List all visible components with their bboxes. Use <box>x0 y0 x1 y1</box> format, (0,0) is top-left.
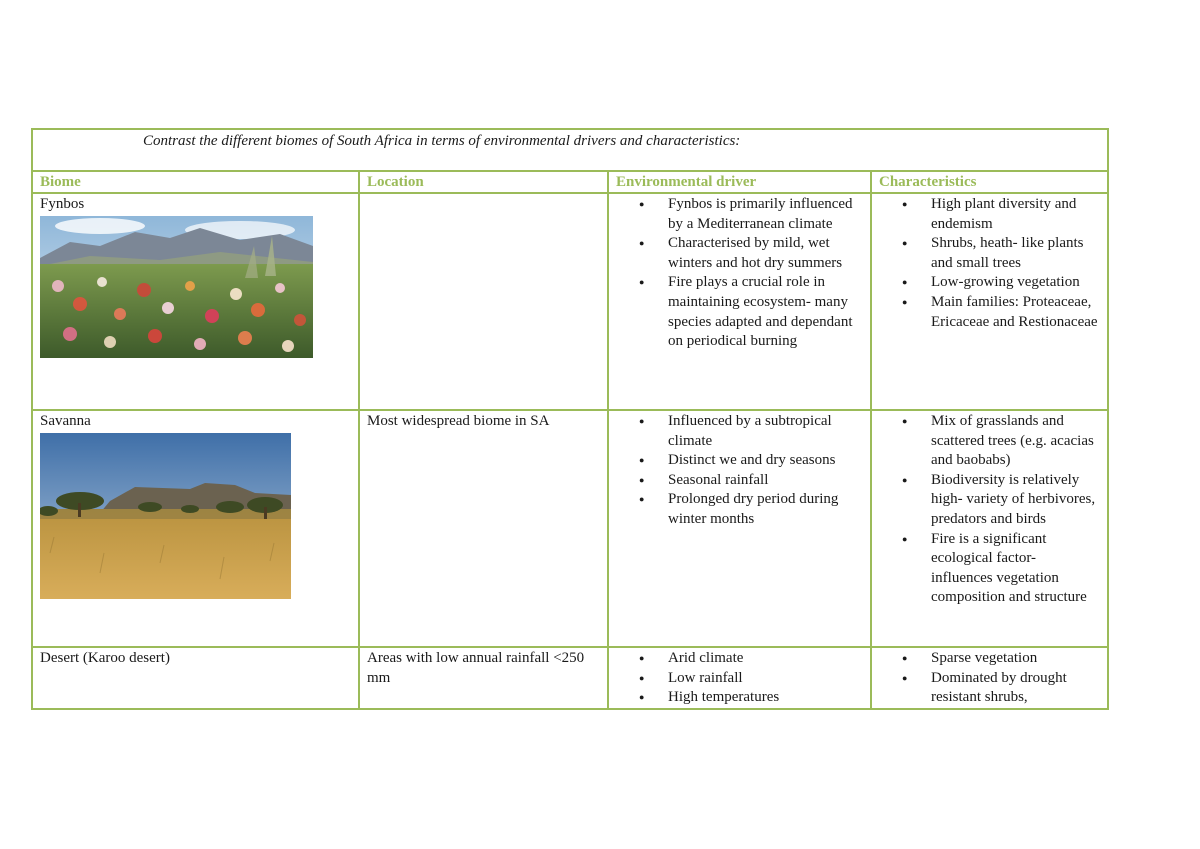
location-cell: Areas with low annual rainfall <250 mm <box>359 647 608 709</box>
driver-list <box>616 649 863 708</box>
list-item: ● Fynbos is primarily influenced by a Mediterranean climate <box>668 195 863 234</box>
driver-list <box>616 195 863 352</box>
header-biome: Biome <box>32 171 359 193</box>
list-item: ● Prolonged dry period during winter months <box>668 490 863 529</box>
characteristics-cell <box>871 410 1108 647</box>
biome-name: Fynbos <box>40 196 85 212</box>
list-item: ● Seasonal rainfall <box>668 471 863 491</box>
table-title: Contrast the different biomes of South Africa in terms of environmental drivers and characteristics: <box>32 129 1108 171</box>
driver-list <box>616 412 863 530</box>
list-item: ● Main families: Proteaceae, Ericaceae and Restionaceae <box>931 293 1100 332</box>
biome-cell <box>32 410 359 647</box>
driver-cell <box>608 647 871 709</box>
list-item: ● Distinct we and dry seasons <box>668 451 863 471</box>
header-characteristics: Characteristics <box>871 171 1108 193</box>
list-item: ● Biodiversity is relatively high- variety of herbivores, predators and birds <box>931 471 1100 530</box>
header-row <box>32 171 1108 193</box>
title-row <box>32 129 1108 171</box>
list-item: ● High temperatures <box>668 688 863 708</box>
list-item: ● Low-growing vegetation <box>931 273 1100 293</box>
list-item: ● Fire is a significant ecological factor- influences vegetation composition and structure <box>931 530 1100 608</box>
table-row <box>32 193 1108 410</box>
biomes-table <box>31 128 1109 710</box>
characteristics-list <box>879 649 1100 708</box>
savanna-photo <box>40 433 351 599</box>
list-item: ● Mix of grasslands and scattered trees (e.g. acacias and baobabs) <box>931 412 1100 471</box>
header-location: Location <box>359 171 608 193</box>
biome-cell <box>32 647 359 709</box>
characteristics-list <box>879 412 1100 608</box>
header-driver: Environmental driver <box>608 171 871 193</box>
biome-cell <box>32 193 359 410</box>
location-cell: Most widespread biome in SA <box>359 410 608 647</box>
characteristics-cell <box>871 647 1108 709</box>
characteristics-cell <box>871 193 1108 410</box>
list-item: ● Influenced by a subtropical climate <box>668 412 863 451</box>
list-item: ● Fire plays a crucial role in maintaining ecosystem- many species adapted and dependant on periodical burning <box>668 273 863 351</box>
list-item: ● Low rainfall <box>668 669 863 689</box>
location-cell <box>359 193 608 410</box>
list-item: ● Shrubs, heath- like plants and small trees <box>931 234 1100 273</box>
driver-cell <box>608 193 871 410</box>
list-item: ● Arid climate <box>668 649 863 669</box>
biome-name: Savanna <box>40 413 91 429</box>
biome-name: Desert (Karoo desert) <box>40 650 170 666</box>
fynbos-photo <box>40 216 351 358</box>
table-row <box>32 410 1108 647</box>
driver-cell <box>608 410 871 647</box>
list-item: ● Characterised by mild, wet winters and hot dry summers <box>668 234 863 273</box>
characteristics-list <box>879 195 1100 332</box>
list-item: ● Dominated by drought resistant shrubs, <box>931 669 1100 708</box>
list-item: ● High plant diversity and endemism <box>931 195 1100 234</box>
table-row <box>32 647 1108 709</box>
list-item: ● Sparse vegetation <box>931 649 1100 669</box>
